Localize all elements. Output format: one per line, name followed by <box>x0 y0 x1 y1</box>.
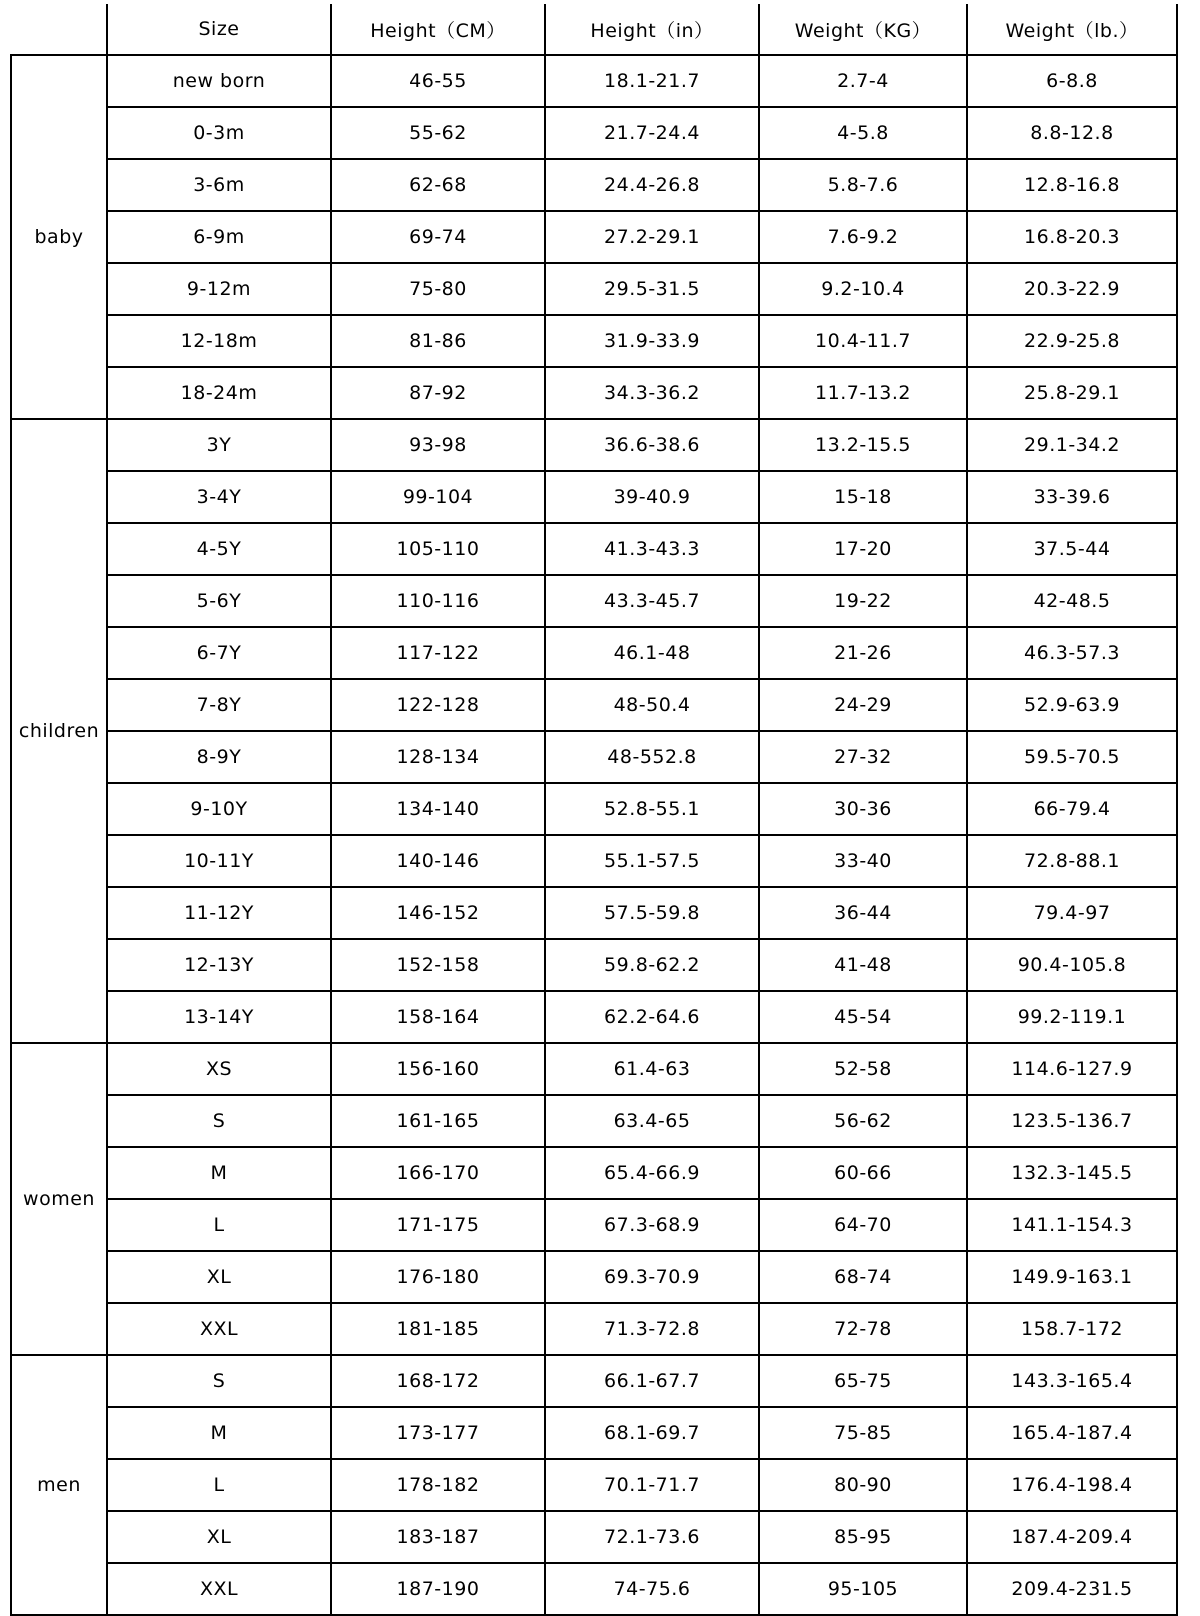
table-row <box>11 731 1177 783</box>
cell-size: L <box>107 1459 331 1511</box>
cell-height-in: 70.1-71.7 <box>545 1459 759 1511</box>
cell-weight-lb: 90.4-105.8 <box>967 939 1177 991</box>
cell-weight-kg: 52-58 <box>759 1043 967 1095</box>
cell-size: XL <box>107 1251 331 1303</box>
table-row <box>11 1563 1177 1615</box>
cell-height-in: 29.5-31.5 <box>545 263 759 315</box>
table-body <box>11 55 1177 1615</box>
table-row <box>11 1095 1177 1147</box>
cell-weight-lb: 46.3-57.3 <box>967 627 1177 679</box>
cell-height-in: 46.1-48 <box>545 627 759 679</box>
cell-weight-lb: 72.8-88.1 <box>967 835 1177 887</box>
cell-height-cm: 146-152 <box>331 887 545 939</box>
cell-weight-kg: 36-44 <box>759 887 967 939</box>
group-label-baby: baby <box>11 55 107 419</box>
table-row <box>11 1407 1177 1459</box>
table-row <box>11 887 1177 939</box>
cell-size: 7-8Y <box>107 679 331 731</box>
cell-weight-lb: 6-8.8 <box>967 55 1177 107</box>
cell-size: new born <box>107 55 331 107</box>
cell-weight-kg: 30-36 <box>759 783 967 835</box>
cell-weight-lb: 37.5-44 <box>967 523 1177 575</box>
table-row <box>11 783 1177 835</box>
table-row <box>11 159 1177 211</box>
cell-height-in: 66.1-67.7 <box>545 1355 759 1407</box>
cell-size: 3Y <box>107 419 331 471</box>
cell-weight-lb: 132.3-145.5 <box>967 1147 1177 1199</box>
cell-size: 13-14Y <box>107 991 331 1043</box>
cell-size: 12-18m <box>107 315 331 367</box>
cell-height-cm: 93-98 <box>331 419 545 471</box>
table-row <box>11 107 1177 159</box>
table-header <box>11 4 1177 55</box>
cell-weight-kg: 9.2-10.4 <box>759 263 967 315</box>
cell-height-cm: 134-140 <box>331 783 545 835</box>
cell-weight-kg: 24-29 <box>759 679 967 731</box>
cell-weight-kg: 27-32 <box>759 731 967 783</box>
cell-height-cm: 99-104 <box>331 471 545 523</box>
cell-size: M <box>107 1407 331 1459</box>
cell-weight-lb: 99.2-119.1 <box>967 991 1177 1043</box>
cell-weight-lb: 123.5-136.7 <box>967 1095 1177 1147</box>
cell-height-cm: 178-182 <box>331 1459 545 1511</box>
cell-size: 9-12m <box>107 263 331 315</box>
header-size: Size <box>107 4 331 55</box>
cell-height-in: 48-50.4 <box>545 679 759 731</box>
cell-height-in: 31.9-33.9 <box>545 315 759 367</box>
cell-size: S <box>107 1095 331 1147</box>
cell-height-in: 68.1-69.7 <box>545 1407 759 1459</box>
cell-size: XXL <box>107 1563 331 1615</box>
cell-height-cm: 55-62 <box>331 107 545 159</box>
cell-height-in: 39-40.9 <box>545 471 759 523</box>
cell-height-cm: 62-68 <box>331 159 545 211</box>
cell-height-cm: 166-170 <box>331 1147 545 1199</box>
cell-size: 18-24m <box>107 367 331 419</box>
group-label-men: men <box>11 1355 107 1615</box>
cell-weight-kg: 2.7-4 <box>759 55 967 107</box>
cell-weight-kg: 7.6-9.2 <box>759 211 967 263</box>
table-row <box>11 1043 1177 1095</box>
table-row <box>11 1355 1177 1407</box>
cell-height-cm: 161-165 <box>331 1095 545 1147</box>
cell-weight-lb: 165.4-187.4 <box>967 1407 1177 1459</box>
cell-height-in: 48-552.8 <box>545 731 759 783</box>
cell-weight-kg: 75-85 <box>759 1407 967 1459</box>
table-row <box>11 263 1177 315</box>
cell-height-in: 21.7-24.4 <box>545 107 759 159</box>
header-row <box>11 4 1177 55</box>
cell-weight-lb: 29.1-34.2 <box>967 419 1177 471</box>
table-row <box>11 367 1177 419</box>
header-height-cm: Height（CM） <box>331 4 545 55</box>
cell-weight-lb: 20.3-22.9 <box>967 263 1177 315</box>
cell-height-in: 18.1-21.7 <box>545 55 759 107</box>
table-row <box>11 575 1177 627</box>
group-label-children: children <box>11 419 107 1043</box>
cell-height-cm: 156-160 <box>331 1043 545 1095</box>
cell-size: 11-12Y <box>107 887 331 939</box>
cell-weight-kg: 56-62 <box>759 1095 967 1147</box>
cell-weight-kg: 95-105 <box>759 1563 967 1615</box>
header-height-in: Height（in） <box>545 4 759 55</box>
cell-height-in: 62.2-64.6 <box>545 991 759 1043</box>
cell-weight-kg: 11.7-13.2 <box>759 367 967 419</box>
cell-height-cm: 117-122 <box>331 627 545 679</box>
cell-weight-lb: 158.7-172 <box>967 1303 1177 1355</box>
cell-height-in: 43.3-45.7 <box>545 575 759 627</box>
table-row <box>11 1303 1177 1355</box>
table-row <box>11 471 1177 523</box>
cell-height-in: 63.4-65 <box>545 1095 759 1147</box>
cell-weight-lb: 114.6-127.9 <box>967 1043 1177 1095</box>
table-row <box>11 1511 1177 1563</box>
table-row <box>11 1147 1177 1199</box>
cell-height-cm: 87-92 <box>331 367 545 419</box>
cell-height-cm: 173-177 <box>331 1407 545 1459</box>
cell-height-cm: 168-172 <box>331 1355 545 1407</box>
cell-height-in: 74-75.6 <box>545 1563 759 1615</box>
cell-weight-kg: 21-26 <box>759 627 967 679</box>
cell-height-cm: 140-146 <box>331 835 545 887</box>
cell-weight-lb: 149.9-163.1 <box>967 1251 1177 1303</box>
group-label-women: women <box>11 1043 107 1355</box>
header-weight-kg: Weight（KG） <box>759 4 967 55</box>
table-row <box>11 1199 1177 1251</box>
cell-weight-lb: 176.4-198.4 <box>967 1459 1177 1511</box>
cell-weight-kg: 64-70 <box>759 1199 967 1251</box>
cell-height-in: 41.3-43.3 <box>545 523 759 575</box>
cell-weight-lb: 187.4-209.4 <box>967 1511 1177 1563</box>
table-row <box>11 627 1177 679</box>
cell-size: 5-6Y <box>107 575 331 627</box>
table-row <box>11 991 1177 1043</box>
cell-height-cm: 122-128 <box>331 679 545 731</box>
cell-weight-lb: 66-79.4 <box>967 783 1177 835</box>
cell-weight-kg: 17-20 <box>759 523 967 575</box>
cell-height-cm: 46-55 <box>331 55 545 107</box>
cell-size: XL <box>107 1511 331 1563</box>
cell-height-in: 71.3-72.8 <box>545 1303 759 1355</box>
cell-height-cm: 105-110 <box>331 523 545 575</box>
cell-height-cm: 158-164 <box>331 991 545 1043</box>
cell-weight-kg: 10.4-11.7 <box>759 315 967 367</box>
cell-weight-lb: 141.1-154.3 <box>967 1199 1177 1251</box>
cell-weight-kg: 60-66 <box>759 1147 967 1199</box>
cell-weight-lb: 42-48.5 <box>967 575 1177 627</box>
cell-size: 0-3m <box>107 107 331 159</box>
cell-height-cm: 181-185 <box>331 1303 545 1355</box>
cell-height-in: 36.6-38.6 <box>545 419 759 471</box>
cell-size: XXL <box>107 1303 331 1355</box>
cell-height-in: 61.4-63 <box>545 1043 759 1095</box>
cell-height-in: 55.1-57.5 <box>545 835 759 887</box>
table-row <box>11 1459 1177 1511</box>
table-row <box>11 55 1177 107</box>
table-row <box>11 523 1177 575</box>
cell-size: 6-7Y <box>107 627 331 679</box>
cell-height-in: 24.4-26.8 <box>545 159 759 211</box>
cell-height-cm: 81-86 <box>331 315 545 367</box>
cell-weight-kg: 4-5.8 <box>759 107 967 159</box>
size-chart-table <box>10 4 1178 1616</box>
cell-weight-lb: 33-39.6 <box>967 471 1177 523</box>
cell-height-in: 65.4-66.9 <box>545 1147 759 1199</box>
cell-height-cm: 176-180 <box>331 1251 545 1303</box>
cell-weight-kg: 15-18 <box>759 471 967 523</box>
cell-weight-kg: 80-90 <box>759 1459 967 1511</box>
cell-height-cm: 69-74 <box>331 211 545 263</box>
table-row <box>11 211 1177 263</box>
cell-height-in: 27.2-29.1 <box>545 211 759 263</box>
cell-weight-kg: 13.2-15.5 <box>759 419 967 471</box>
cell-height-in: 52.8-55.1 <box>545 783 759 835</box>
cell-height-cm: 187-190 <box>331 1563 545 1615</box>
cell-size: 10-11Y <box>107 835 331 887</box>
cell-weight-lb: 22.9-25.8 <box>967 315 1177 367</box>
cell-height-in: 59.8-62.2 <box>545 939 759 991</box>
table-row <box>11 315 1177 367</box>
cell-height-in: 67.3-68.9 <box>545 1199 759 1251</box>
cell-weight-kg: 33-40 <box>759 835 967 887</box>
cell-height-cm: 152-158 <box>331 939 545 991</box>
cell-size: XS <box>107 1043 331 1095</box>
cell-height-in: 57.5-59.8 <box>545 887 759 939</box>
cell-size: 3-4Y <box>107 471 331 523</box>
cell-height-cm: 128-134 <box>331 731 545 783</box>
cell-weight-kg: 68-74 <box>759 1251 967 1303</box>
cell-height-in: 69.3-70.9 <box>545 1251 759 1303</box>
table-row <box>11 679 1177 731</box>
cell-weight-lb: 12.8-16.8 <box>967 159 1177 211</box>
cell-weight-lb: 16.8-20.3 <box>967 211 1177 263</box>
cell-weight-kg: 41-48 <box>759 939 967 991</box>
cell-weight-kg: 72-78 <box>759 1303 967 1355</box>
cell-size: 9-10Y <box>107 783 331 835</box>
table-row <box>11 835 1177 887</box>
cell-weight-kg: 19-22 <box>759 575 967 627</box>
cell-weight-lb: 8.8-12.8 <box>967 107 1177 159</box>
cell-weight-lb: 59.5-70.5 <box>967 731 1177 783</box>
cell-size: 12-13Y <box>107 939 331 991</box>
cell-size: 8-9Y <box>107 731 331 783</box>
cell-weight-lb: 143.3-165.4 <box>967 1355 1177 1407</box>
cell-size: 6-9m <box>107 211 331 263</box>
cell-height-cm: 110-116 <box>331 575 545 627</box>
cell-weight-lb: 25.8-29.1 <box>967 367 1177 419</box>
cell-weight-lb: 79.4-97 <box>967 887 1177 939</box>
cell-weight-lb: 52.9-63.9 <box>967 679 1177 731</box>
header-group-blank <box>11 4 107 55</box>
cell-weight-kg: 5.8-7.6 <box>759 159 967 211</box>
cell-height-cm: 183-187 <box>331 1511 545 1563</box>
cell-weight-lb: 209.4-231.5 <box>967 1563 1177 1615</box>
cell-height-in: 72.1-73.6 <box>545 1511 759 1563</box>
cell-size: L <box>107 1199 331 1251</box>
cell-size: M <box>107 1147 331 1199</box>
header-weight-lb: Weight（lb.） <box>967 4 1177 55</box>
cell-weight-kg: 45-54 <box>759 991 967 1043</box>
cell-size: S <box>107 1355 331 1407</box>
cell-height-cm: 171-175 <box>331 1199 545 1251</box>
table-row <box>11 939 1177 991</box>
cell-height-cm: 75-80 <box>331 263 545 315</box>
cell-height-in: 34.3-36.2 <box>545 367 759 419</box>
table-row <box>11 419 1177 471</box>
cell-weight-kg: 85-95 <box>759 1511 967 1563</box>
cell-size: 4-5Y <box>107 523 331 575</box>
cell-size: 3-6m <box>107 159 331 211</box>
table-row <box>11 1251 1177 1303</box>
cell-weight-kg: 65-75 <box>759 1355 967 1407</box>
